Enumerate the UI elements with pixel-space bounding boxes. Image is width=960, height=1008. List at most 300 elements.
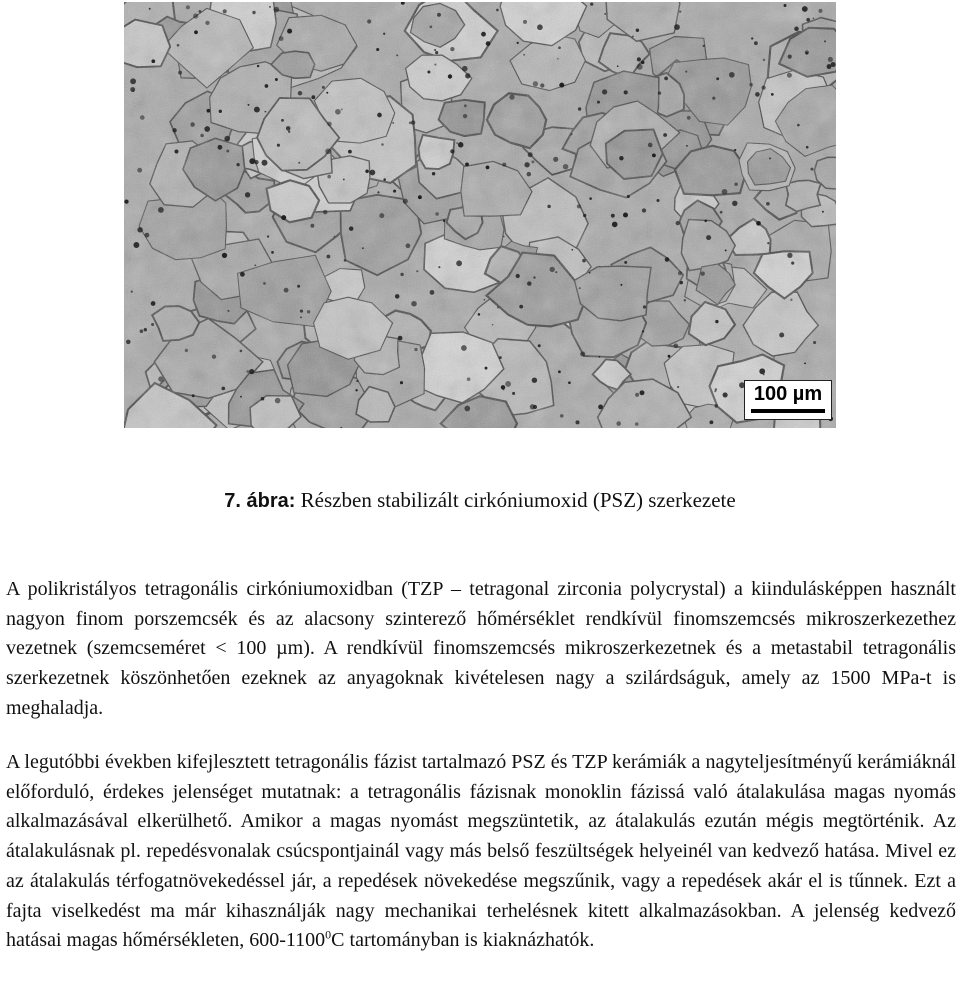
pore bbox=[194, 30, 198, 34]
pore bbox=[664, 76, 668, 80]
pore bbox=[559, 83, 564, 88]
figure-caption-label: 7. ábra: bbox=[224, 490, 296, 512]
pore bbox=[684, 299, 686, 301]
pore bbox=[376, 48, 379, 51]
pore bbox=[642, 208, 646, 212]
pore bbox=[190, 122, 194, 126]
pore bbox=[249, 158, 255, 164]
pore bbox=[568, 381, 571, 384]
pore bbox=[365, 169, 369, 173]
pore bbox=[640, 390, 645, 395]
pore bbox=[240, 350, 243, 353]
pore bbox=[356, 380, 358, 382]
pore bbox=[497, 306, 499, 308]
scale-bar-line bbox=[751, 409, 825, 413]
pore bbox=[275, 78, 278, 81]
pore bbox=[478, 313, 481, 316]
pore bbox=[499, 356, 502, 359]
pore bbox=[261, 397, 265, 401]
pore bbox=[379, 213, 384, 218]
pore bbox=[281, 215, 286, 220]
pore bbox=[624, 261, 627, 264]
pore bbox=[222, 253, 227, 258]
pore bbox=[458, 142, 464, 148]
pore bbox=[537, 24, 543, 30]
pore bbox=[298, 91, 303, 96]
pore bbox=[509, 94, 514, 99]
pore bbox=[637, 57, 641, 61]
pore bbox=[178, 71, 182, 75]
pore bbox=[481, 32, 486, 37]
pore bbox=[381, 143, 384, 146]
pore bbox=[484, 299, 486, 301]
pore bbox=[617, 65, 619, 67]
pore bbox=[787, 253, 792, 258]
pore bbox=[611, 214, 615, 218]
pore bbox=[323, 210, 328, 215]
pore bbox=[560, 414, 564, 418]
pore bbox=[679, 10, 681, 12]
pore bbox=[686, 145, 688, 147]
pore bbox=[132, 90, 134, 92]
pore bbox=[813, 341, 816, 344]
pore bbox=[254, 160, 258, 164]
pore bbox=[570, 133, 572, 135]
pore bbox=[341, 109, 343, 111]
pore bbox=[590, 2, 593, 5]
pore bbox=[443, 219, 446, 222]
pore bbox=[450, 47, 454, 51]
pore bbox=[383, 33, 385, 35]
pore bbox=[297, 285, 300, 288]
pore bbox=[450, 149, 454, 153]
pore bbox=[192, 394, 195, 397]
pore bbox=[763, 58, 766, 61]
pore bbox=[787, 73, 792, 78]
pore bbox=[643, 305, 646, 308]
pore bbox=[519, 305, 523, 309]
pore bbox=[326, 92, 328, 94]
pore bbox=[597, 101, 600, 104]
scale-bar-label: 100 µm bbox=[753, 383, 823, 405]
pore bbox=[502, 388, 504, 390]
pore bbox=[547, 205, 551, 209]
pore bbox=[240, 396, 242, 398]
pore bbox=[463, 114, 467, 118]
pore bbox=[668, 355, 671, 358]
pore bbox=[797, 124, 800, 127]
pore bbox=[658, 91, 661, 94]
pore bbox=[430, 25, 433, 28]
paragraph-tzp: A polikristályos tetragonális cirkóniumoxidban (TZP – tetragonal zirconia polycrystal) a kiindulásképpen használt nagyon finom porszemcsék és az alacsony szinterező hőmérséklet rendkívül finomszemcsés mikroszerkezethez vezetnek (szemcseméret < 100 µm). A rendkívül finomszemcsés mikroszerkezetnek és a metastabil tetragonális szerkezetnek köszönhetően ezeknek az anyagoknak kivételesen nagy a szilárdságuk, amely az 1500 MPa-t is meghaladja. bbox=[6, 578, 956, 719]
pore bbox=[325, 148, 331, 154]
pore bbox=[307, 310, 310, 313]
pore bbox=[335, 109, 341, 115]
pore bbox=[767, 242, 769, 244]
pore bbox=[465, 73, 470, 78]
pore bbox=[248, 104, 250, 106]
pore bbox=[582, 259, 586, 263]
pore bbox=[343, 178, 345, 180]
pore bbox=[813, 17, 815, 19]
pore bbox=[523, 54, 525, 56]
pore bbox=[149, 8, 151, 10]
pore bbox=[140, 115, 145, 120]
pore bbox=[418, 195, 422, 199]
pore bbox=[327, 175, 331, 179]
pore bbox=[578, 107, 581, 110]
pore bbox=[205, 21, 209, 25]
pore bbox=[275, 398, 281, 404]
pore bbox=[370, 170, 376, 176]
pore bbox=[435, 212, 439, 216]
pore bbox=[273, 7, 279, 13]
pore bbox=[523, 20, 527, 24]
pore bbox=[779, 332, 784, 337]
pore bbox=[465, 162, 469, 166]
pore bbox=[828, 57, 833, 62]
pore bbox=[212, 355, 216, 359]
pore bbox=[678, 271, 682, 275]
pore bbox=[284, 288, 289, 293]
pore bbox=[126, 340, 131, 345]
pore bbox=[673, 343, 678, 348]
pore bbox=[416, 270, 418, 272]
pore bbox=[577, 204, 581, 208]
pore bbox=[172, 128, 176, 132]
paragraph-transformation-text: A legutóbbi években kifejlesztett tetragonális fázist tartalmazó PSZ és TZP kerámiák a nagyteljesítményű kerámiáknál előforduló, érdekes jelenséget mutatnak: a tetragonális fázisnak monoklin fázissá való átalakulása magas nyomás alkalmazásával elkerülhető. Amikor a magas nyomást megszüntetik, az átalakulás ezután mégis megtörténik. Az átalakulásnak pl. repedésvonalak csúcspontjainál vagy más belső feszültségek helyeinél van kedvező hatása. Mivel ez az átalakulás térfogatnövekedéssel jár, a repedések növekedése megszűnik, vagy a repedések akár el is tűnnek. Ezt a fajta viselkedést ma már kihasználják nagy mechanikai terhelésnek kitett alkalmazásokban. A jelenség kedvező hatásai magas hőmérsékleten, 600-1100 bbox=[6, 751, 956, 952]
pore bbox=[635, 422, 639, 426]
pore bbox=[632, 36, 634, 38]
pore bbox=[310, 224, 314, 228]
pore bbox=[327, 122, 332, 127]
pore bbox=[298, 162, 300, 164]
pore bbox=[249, 369, 254, 374]
pore bbox=[124, 199, 128, 203]
pore bbox=[349, 226, 354, 231]
pore bbox=[151, 301, 156, 306]
pore bbox=[557, 58, 559, 60]
pore bbox=[456, 142, 458, 144]
pore bbox=[505, 381, 511, 387]
pore bbox=[464, 104, 467, 107]
pore bbox=[396, 54, 398, 56]
pore bbox=[393, 190, 396, 193]
pore bbox=[709, 420, 713, 424]
pore bbox=[784, 4, 787, 7]
pore bbox=[723, 392, 728, 397]
pore bbox=[240, 272, 245, 277]
pore bbox=[530, 404, 535, 409]
degree-superscript: 0 bbox=[325, 927, 332, 942]
pore bbox=[254, 264, 256, 266]
pore bbox=[257, 65, 260, 68]
pore bbox=[334, 236, 336, 238]
pore bbox=[665, 257, 670, 262]
pore bbox=[265, 84, 269, 88]
pore bbox=[822, 211, 824, 213]
grain-structure-picture bbox=[124, 2, 836, 428]
pore bbox=[486, 41, 491, 46]
pore bbox=[362, 247, 364, 249]
pore bbox=[144, 328, 147, 331]
pore bbox=[236, 163, 239, 166]
pore bbox=[271, 251, 274, 254]
pore bbox=[288, 131, 290, 133]
pore bbox=[512, 392, 515, 395]
pore bbox=[485, 367, 488, 370]
pore bbox=[158, 376, 163, 381]
pore bbox=[151, 59, 155, 63]
pore bbox=[223, 9, 227, 13]
pore bbox=[756, 221, 761, 226]
pore bbox=[140, 329, 144, 333]
pore bbox=[766, 202, 770, 206]
pore bbox=[754, 41, 758, 45]
pore bbox=[344, 259, 347, 262]
pore bbox=[492, 324, 494, 326]
pore bbox=[720, 211, 723, 214]
pore bbox=[252, 11, 255, 14]
pore bbox=[680, 281, 683, 284]
pore bbox=[224, 136, 230, 142]
pore bbox=[619, 156, 623, 160]
pore bbox=[716, 77, 719, 80]
pore bbox=[437, 13, 441, 17]
pore bbox=[571, 249, 573, 251]
pore bbox=[434, 64, 436, 66]
pore bbox=[219, 110, 222, 113]
pore bbox=[300, 310, 303, 313]
pore bbox=[462, 66, 468, 72]
pore bbox=[769, 157, 771, 159]
pore bbox=[461, 345, 467, 351]
pore bbox=[185, 349, 188, 352]
pore bbox=[656, 199, 659, 202]
pore bbox=[527, 172, 532, 177]
pore bbox=[517, 42, 519, 44]
pore bbox=[602, 89, 607, 94]
pore bbox=[642, 330, 644, 332]
pore bbox=[263, 282, 266, 285]
pore bbox=[641, 61, 644, 64]
pore bbox=[623, 212, 628, 217]
pore bbox=[761, 85, 765, 89]
pore bbox=[791, 262, 794, 265]
figure-caption-text: Részben stabilizált cirkóniumoxid (PSZ) szerkezete bbox=[295, 488, 736, 512]
pore bbox=[706, 235, 711, 240]
pore bbox=[427, 71, 430, 74]
pore bbox=[528, 152, 533, 157]
pore bbox=[704, 220, 707, 223]
pore bbox=[411, 120, 415, 124]
pore bbox=[503, 236, 505, 238]
pore bbox=[555, 271, 557, 273]
pore bbox=[652, 153, 656, 157]
pore bbox=[802, 6, 808, 12]
pore bbox=[563, 164, 569, 170]
pore bbox=[749, 83, 753, 87]
pore bbox=[794, 27, 799, 32]
pore bbox=[456, 260, 462, 266]
pore bbox=[527, 281, 531, 285]
pore bbox=[265, 111, 267, 113]
pore bbox=[553, 157, 558, 162]
pore bbox=[524, 162, 529, 167]
pore bbox=[395, 294, 400, 299]
pore bbox=[734, 149, 736, 151]
pore bbox=[432, 172, 435, 175]
pore bbox=[400, 381, 403, 384]
pore bbox=[804, 362, 806, 364]
pore bbox=[598, 405, 603, 410]
pore bbox=[599, 356, 601, 358]
paragraph-transformation bbox=[6, 748, 956, 956]
pore bbox=[725, 249, 727, 251]
pore bbox=[580, 351, 585, 356]
pore bbox=[806, 146, 809, 149]
pore bbox=[367, 19, 371, 23]
pore bbox=[759, 368, 765, 374]
pore bbox=[131, 291, 133, 293]
pore bbox=[464, 406, 470, 412]
pore bbox=[137, 168, 142, 173]
pore bbox=[612, 222, 618, 228]
pore bbox=[467, 377, 471, 381]
pore bbox=[620, 284, 622, 286]
pore bbox=[300, 317, 302, 319]
pore bbox=[703, 45, 705, 47]
pore bbox=[712, 97, 715, 100]
pore bbox=[217, 145, 222, 150]
pore bbox=[279, 36, 284, 41]
pore bbox=[177, 44, 180, 47]
pore bbox=[193, 13, 198, 18]
pore bbox=[398, 336, 403, 341]
pore bbox=[311, 95, 315, 99]
pore bbox=[715, 404, 718, 407]
figure-caption bbox=[0, 486, 960, 515]
pore bbox=[262, 160, 268, 166]
pore bbox=[486, 166, 490, 170]
pore bbox=[732, 201, 737, 206]
pore bbox=[434, 49, 436, 51]
pore bbox=[722, 189, 728, 195]
pore bbox=[827, 64, 832, 69]
pore bbox=[348, 150, 352, 154]
pore bbox=[221, 387, 225, 391]
pore bbox=[538, 344, 541, 347]
pore bbox=[204, 126, 210, 132]
pore bbox=[377, 113, 382, 118]
pore bbox=[715, 388, 717, 390]
micrograph-image bbox=[124, 2, 836, 428]
pore bbox=[751, 37, 753, 39]
pore bbox=[207, 109, 211, 113]
pore bbox=[226, 150, 229, 153]
pore bbox=[246, 370, 249, 373]
pore bbox=[435, 51, 438, 54]
pore bbox=[151, 323, 154, 326]
pore bbox=[558, 370, 561, 373]
pore bbox=[624, 90, 628, 94]
pore bbox=[287, 29, 292, 34]
pore bbox=[755, 92, 760, 97]
pore bbox=[322, 86, 325, 89]
pore bbox=[674, 24, 680, 30]
pore bbox=[583, 214, 586, 217]
pore bbox=[411, 301, 417, 307]
pore bbox=[558, 46, 561, 49]
pore bbox=[663, 133, 667, 137]
pore bbox=[604, 13, 606, 15]
pore bbox=[806, 18, 810, 22]
pore bbox=[734, 182, 737, 185]
pore bbox=[267, 235, 269, 237]
pore bbox=[400, 273, 403, 276]
pore bbox=[277, 144, 280, 147]
pore bbox=[729, 72, 735, 78]
pore bbox=[589, 272, 591, 274]
pore bbox=[805, 52, 808, 55]
pore bbox=[550, 267, 555, 272]
pore bbox=[130, 78, 136, 84]
pore bbox=[430, 290, 435, 295]
pore bbox=[200, 134, 203, 137]
pore bbox=[145, 233, 150, 238]
pore bbox=[133, 242, 139, 248]
pore bbox=[685, 71, 687, 73]
pore bbox=[589, 197, 592, 200]
pore bbox=[635, 393, 639, 397]
scale-bar bbox=[744, 380, 832, 420]
pore bbox=[677, 386, 679, 388]
pore bbox=[438, 266, 440, 268]
pore bbox=[531, 160, 534, 163]
pore bbox=[637, 64, 643, 70]
pore bbox=[137, 227, 142, 232]
pore bbox=[355, 389, 357, 391]
pore bbox=[392, 122, 394, 124]
pore bbox=[269, 6, 271, 8]
pore bbox=[636, 28, 639, 31]
paragraph-transformation-end: C tartományban is kiaknázhatók. bbox=[331, 929, 595, 952]
pore bbox=[540, 83, 544, 87]
pore bbox=[254, 107, 260, 113]
pore bbox=[227, 310, 229, 312]
pore bbox=[448, 74, 452, 78]
pore bbox=[687, 116, 691, 120]
pore bbox=[533, 81, 538, 86]
pore bbox=[788, 55, 792, 59]
pore bbox=[790, 299, 792, 301]
pore bbox=[326, 255, 330, 259]
pore bbox=[810, 168, 813, 171]
pore bbox=[281, 119, 284, 122]
pore bbox=[406, 243, 411, 248]
pore bbox=[198, 10, 201, 13]
pore bbox=[532, 378, 537, 383]
pore bbox=[403, 199, 408, 204]
pore bbox=[676, 221, 680, 225]
pore bbox=[700, 271, 704, 275]
pore bbox=[383, 178, 386, 181]
pore bbox=[496, 9, 499, 12]
pore bbox=[819, 9, 823, 13]
pore bbox=[616, 421, 621, 426]
pore bbox=[175, 150, 179, 154]
pore bbox=[627, 195, 630, 198]
